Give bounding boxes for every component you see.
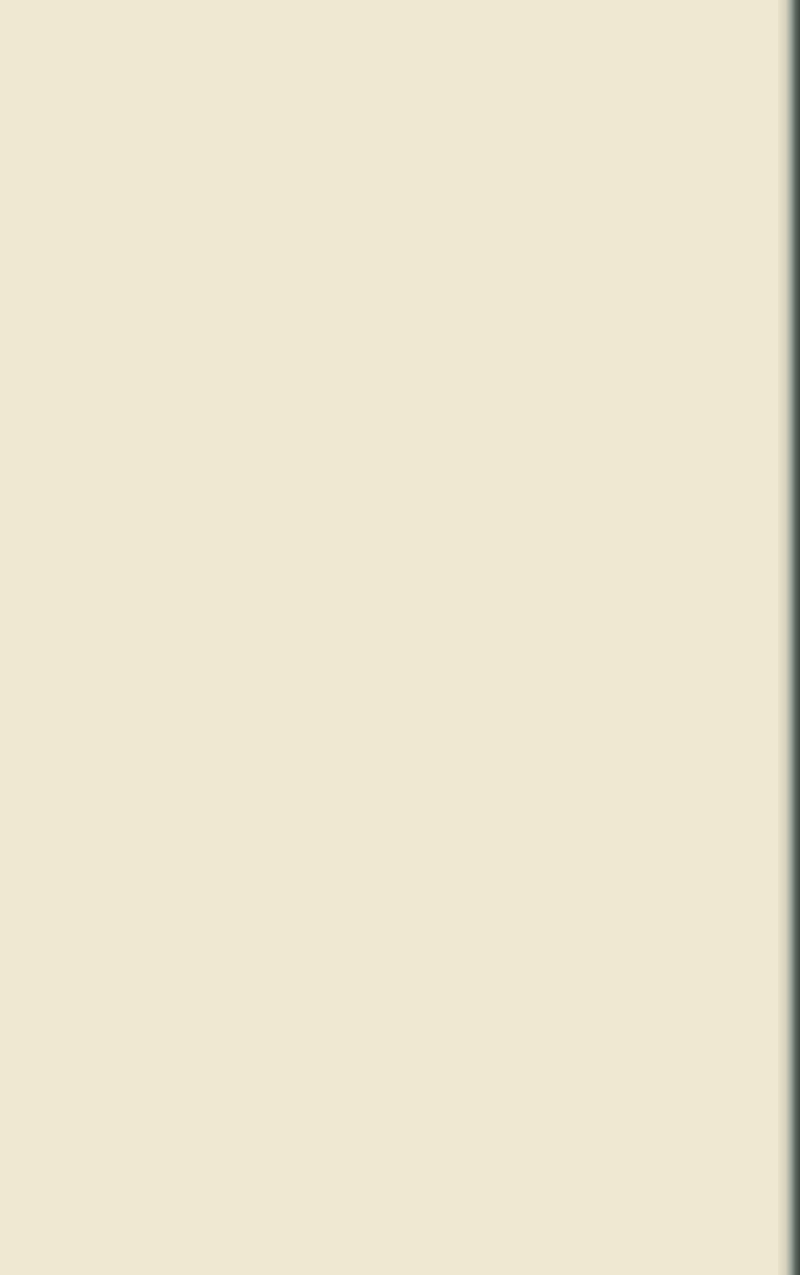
- page-header: [0, 74, 780, 102]
- page-edge-shadow: [778, 0, 800, 1275]
